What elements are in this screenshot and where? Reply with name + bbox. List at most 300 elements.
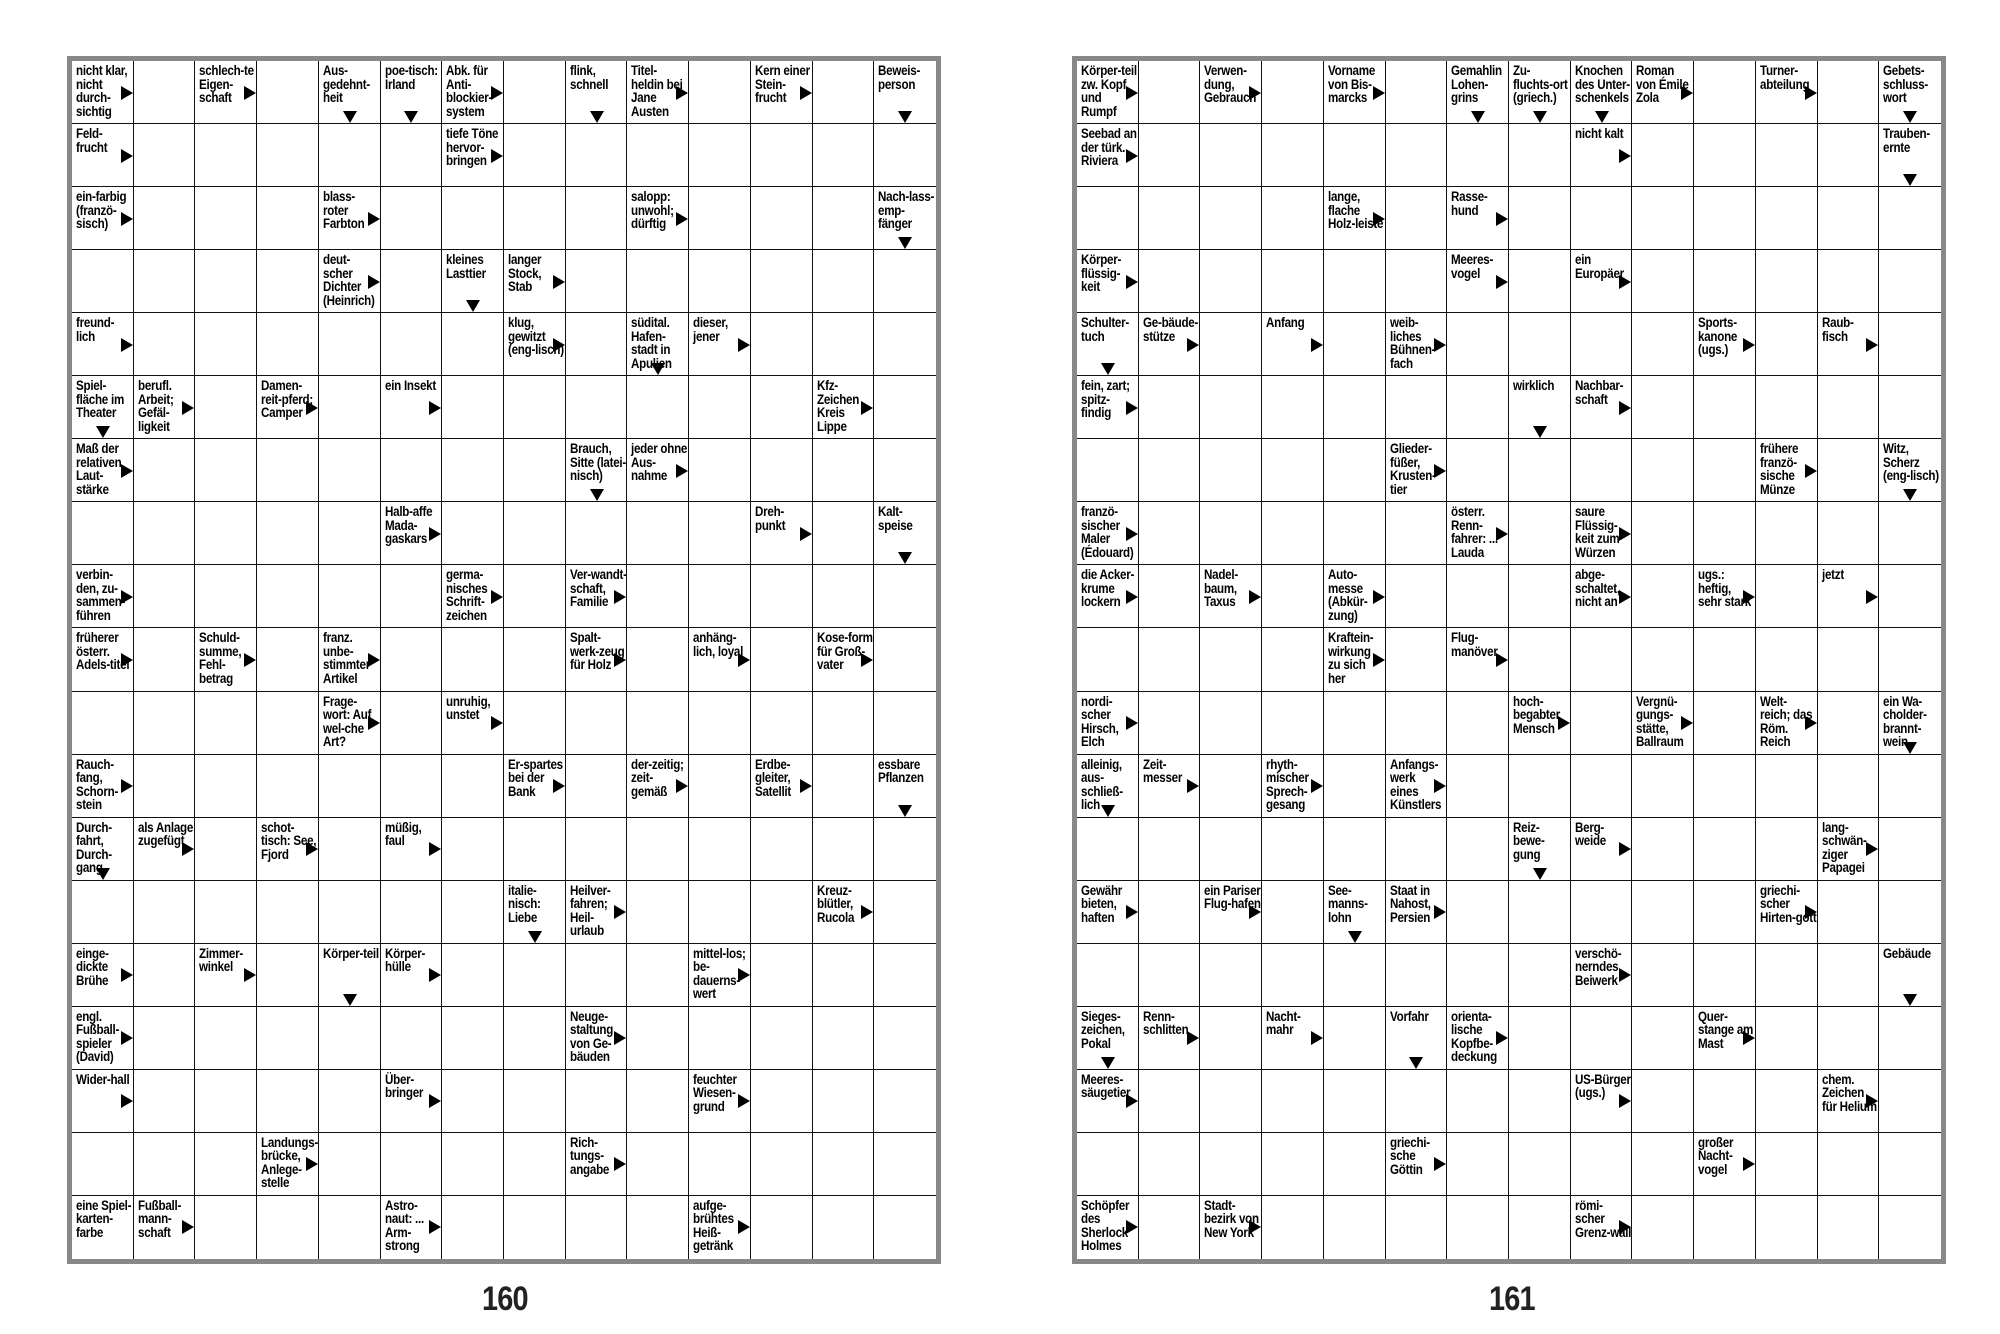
answer-cell[interactable] — [1571, 628, 1633, 691]
answer-cell[interactable] — [1262, 376, 1324, 439]
answer-cell[interactable] — [1879, 376, 1941, 439]
answer-cell[interactable] — [442, 1007, 504, 1070]
answer-cell[interactable] — [195, 565, 257, 628]
answer-cell[interactable] — [1879, 313, 1941, 376]
answer-cell[interactable] — [1200, 944, 1262, 1007]
answer-cell[interactable] — [134, 124, 196, 187]
answer-cell[interactable] — [1447, 1133, 1509, 1196]
answer-cell[interactable] — [504, 818, 566, 881]
answer-cell[interactable] — [1818, 692, 1880, 755]
answer-cell[interactable] — [442, 944, 504, 1007]
answer-cell[interactable] — [1756, 250, 1818, 313]
answer-cell[interactable] — [1386, 187, 1448, 250]
answer-cell[interactable] — [689, 1133, 751, 1196]
answer-cell[interactable] — [319, 1196, 381, 1259]
answer-cell[interactable] — [1632, 755, 1694, 818]
answer-cell[interactable] — [1694, 250, 1756, 313]
answer-cell[interactable] — [566, 376, 628, 439]
answer-cell[interactable] — [627, 818, 689, 881]
answer-cell[interactable] — [689, 755, 751, 818]
answer-cell[interactable] — [381, 755, 443, 818]
answer-cell[interactable] — [1571, 881, 1633, 944]
answer-cell[interactable] — [1509, 628, 1571, 691]
answer-cell[interactable] — [1756, 755, 1818, 818]
answer-cell[interactable] — [442, 1196, 504, 1259]
answer-cell[interactable] — [1756, 944, 1818, 1007]
answer-cell[interactable] — [1262, 250, 1324, 313]
answer-cell[interactable] — [134, 565, 196, 628]
answer-cell[interactable] — [504, 502, 566, 565]
answer-cell[interactable] — [1509, 187, 1571, 250]
answer-cell[interactable] — [627, 1196, 689, 1259]
answer-cell[interactable] — [1200, 755, 1262, 818]
answer-cell[interactable] — [566, 1196, 628, 1259]
answer-cell[interactable] — [257, 250, 319, 313]
answer-cell[interactable] — [813, 1007, 875, 1070]
answer-cell[interactable] — [134, 944, 196, 1007]
answer-cell[interactable] — [751, 818, 813, 881]
answer-cell[interactable] — [1694, 124, 1756, 187]
answer-cell[interactable] — [381, 439, 443, 502]
answer-cell[interactable] — [1139, 628, 1201, 691]
answer-cell[interactable] — [1447, 881, 1509, 944]
answer-cell[interactable] — [319, 439, 381, 502]
answer-cell[interactable] — [195, 1196, 257, 1259]
answer-cell[interactable] — [751, 1070, 813, 1133]
answer-cell[interactable] — [1818, 628, 1880, 691]
answer-cell[interactable] — [1262, 881, 1324, 944]
answer-cell[interactable] — [1879, 628, 1941, 691]
answer-cell[interactable] — [751, 1133, 813, 1196]
answer-cell[interactable] — [1879, 1070, 1941, 1133]
answer-cell[interactable] — [813, 944, 875, 1007]
answer-cell[interactable] — [1632, 439, 1694, 502]
answer-cell[interactable] — [1324, 250, 1386, 313]
answer-cell[interactable] — [813, 1196, 875, 1259]
answer-cell[interactable] — [751, 944, 813, 1007]
answer-cell[interactable] — [1139, 250, 1201, 313]
answer-cell[interactable] — [1756, 1007, 1818, 1070]
answer-cell[interactable] — [874, 1196, 936, 1259]
answer-cell[interactable] — [566, 124, 628, 187]
answer-cell[interactable] — [751, 565, 813, 628]
answer-cell[interactable] — [1262, 124, 1324, 187]
answer-cell[interactable] — [381, 313, 443, 376]
answer-cell[interactable] — [1694, 187, 1756, 250]
answer-cell[interactable] — [1879, 565, 1941, 628]
answer-cell[interactable] — [689, 881, 751, 944]
answer-cell[interactable] — [134, 61, 196, 124]
answer-cell[interactable] — [1200, 250, 1262, 313]
answer-cell[interactable] — [874, 628, 936, 691]
answer-cell[interactable] — [1262, 61, 1324, 124]
answer-cell[interactable] — [1818, 755, 1880, 818]
answer-cell[interactable] — [257, 881, 319, 944]
answer-cell[interactable] — [195, 692, 257, 755]
answer-cell[interactable] — [1632, 124, 1694, 187]
answer-cell[interactable] — [813, 692, 875, 755]
answer-cell[interactable] — [627, 628, 689, 691]
answer-cell[interactable] — [1879, 1133, 1941, 1196]
answer-cell[interactable] — [1694, 881, 1756, 944]
answer-cell[interactable] — [1139, 1133, 1201, 1196]
answer-cell[interactable] — [1818, 187, 1880, 250]
answer-cell[interactable] — [195, 187, 257, 250]
answer-cell[interactable] — [813, 313, 875, 376]
answer-cell[interactable] — [566, 502, 628, 565]
answer-cell[interactable] — [319, 502, 381, 565]
answer-cell[interactable] — [1386, 628, 1448, 691]
answer-cell[interactable] — [1632, 502, 1694, 565]
answer-cell[interactable] — [1386, 124, 1448, 187]
answer-cell[interactable] — [1324, 376, 1386, 439]
answer-cell[interactable] — [442, 439, 504, 502]
answer-cell[interactable] — [1879, 187, 1941, 250]
answer-cell[interactable] — [1632, 565, 1694, 628]
answer-cell[interactable] — [442, 628, 504, 691]
answer-cell[interactable] — [813, 755, 875, 818]
answer-cell[interactable] — [1447, 755, 1509, 818]
answer-cell[interactable] — [442, 313, 504, 376]
answer-cell[interactable] — [1324, 818, 1386, 881]
answer-cell[interactable] — [1509, 1007, 1571, 1070]
answer-cell[interactable] — [1632, 1133, 1694, 1196]
answer-cell[interactable] — [72, 250, 134, 313]
answer-cell[interactable] — [134, 502, 196, 565]
answer-cell[interactable] — [1694, 1070, 1756, 1133]
answer-cell[interactable] — [195, 1133, 257, 1196]
answer-cell[interactable] — [566, 187, 628, 250]
answer-cell[interactable] — [1509, 439, 1571, 502]
answer-cell[interactable] — [1447, 313, 1509, 376]
answer-cell[interactable] — [1386, 502, 1448, 565]
answer-cell[interactable] — [319, 1070, 381, 1133]
answer-cell[interactable] — [566, 818, 628, 881]
answer-cell[interactable] — [1447, 565, 1509, 628]
answer-cell[interactable] — [1694, 692, 1756, 755]
answer-cell[interactable] — [1879, 1007, 1941, 1070]
answer-cell[interactable] — [1262, 692, 1324, 755]
answer-cell[interactable] — [1509, 124, 1571, 187]
answer-cell[interactable] — [381, 565, 443, 628]
answer-cell[interactable] — [1386, 692, 1448, 755]
answer-cell[interactable] — [689, 376, 751, 439]
answer-cell[interactable] — [1818, 250, 1880, 313]
answer-cell[interactable] — [1139, 944, 1201, 1007]
answer-cell[interactable] — [1386, 1070, 1448, 1133]
answer-cell[interactable] — [319, 881, 381, 944]
answer-cell[interactable] — [195, 439, 257, 502]
answer-cell[interactable] — [1262, 818, 1324, 881]
answer-cell[interactable] — [689, 187, 751, 250]
answer-cell[interactable] — [1077, 187, 1139, 250]
answer-cell[interactable] — [566, 1070, 628, 1133]
answer-cell[interactable] — [1756, 1196, 1818, 1259]
answer-cell[interactable] — [319, 1007, 381, 1070]
answer-cell[interactable] — [1818, 1133, 1880, 1196]
answer-cell[interactable] — [1139, 881, 1201, 944]
answer-cell[interactable] — [874, 1007, 936, 1070]
answer-cell[interactable] — [1200, 124, 1262, 187]
answer-cell[interactable] — [1756, 1070, 1818, 1133]
answer-cell[interactable] — [257, 1196, 319, 1259]
answer-cell[interactable] — [1139, 376, 1201, 439]
answer-cell[interactable] — [1139, 818, 1201, 881]
answer-cell[interactable] — [442, 818, 504, 881]
answer-cell[interactable] — [1200, 1133, 1262, 1196]
answer-cell[interactable] — [1694, 439, 1756, 502]
answer-cell[interactable] — [1632, 313, 1694, 376]
answer-cell[interactable] — [257, 628, 319, 691]
answer-cell[interactable] — [1200, 502, 1262, 565]
answer-cell[interactable] — [504, 944, 566, 1007]
answer-cell[interactable] — [1139, 61, 1201, 124]
answer-cell[interactable] — [381, 881, 443, 944]
answer-cell[interactable] — [1571, 313, 1633, 376]
answer-cell[interactable] — [566, 313, 628, 376]
answer-cell[interactable] — [504, 124, 566, 187]
answer-cell[interactable] — [504, 628, 566, 691]
answer-cell[interactable] — [1694, 1196, 1756, 1259]
answer-cell[interactable] — [1447, 692, 1509, 755]
answer-cell[interactable] — [1818, 502, 1880, 565]
answer-cell[interactable] — [319, 124, 381, 187]
answer-cell[interactable] — [195, 1007, 257, 1070]
answer-cell[interactable] — [134, 1133, 196, 1196]
answer-cell[interactable] — [1694, 376, 1756, 439]
answer-cell[interactable] — [1818, 124, 1880, 187]
answer-cell[interactable] — [813, 61, 875, 124]
answer-cell[interactable] — [1818, 376, 1880, 439]
answer-cell[interactable] — [813, 439, 875, 502]
answer-cell[interactable] — [1632, 1196, 1694, 1259]
answer-cell[interactable] — [257, 1007, 319, 1070]
answer-cell[interactable] — [751, 250, 813, 313]
answer-cell[interactable] — [813, 565, 875, 628]
answer-cell[interactable] — [1324, 439, 1386, 502]
answer-cell[interactable] — [1324, 313, 1386, 376]
answer-cell[interactable] — [257, 124, 319, 187]
answer-cell[interactable] — [1632, 250, 1694, 313]
answer-cell[interactable] — [689, 124, 751, 187]
answer-cell[interactable] — [72, 881, 134, 944]
answer-cell[interactable] — [381, 187, 443, 250]
answer-cell[interactable] — [627, 1007, 689, 1070]
answer-cell[interactable] — [813, 250, 875, 313]
answer-cell[interactable] — [1200, 818, 1262, 881]
answer-cell[interactable] — [1200, 439, 1262, 502]
answer-cell[interactable] — [1509, 944, 1571, 1007]
answer-cell[interactable] — [813, 124, 875, 187]
answer-cell[interactable] — [1818, 1196, 1880, 1259]
answer-cell[interactable] — [1632, 944, 1694, 1007]
answer-cell[interactable] — [1756, 628, 1818, 691]
answer-cell[interactable] — [1386, 1196, 1448, 1259]
answer-cell[interactable] — [1077, 439, 1139, 502]
answer-cell[interactable] — [1879, 755, 1941, 818]
answer-cell[interactable] — [751, 1007, 813, 1070]
answer-cell[interactable] — [874, 124, 936, 187]
answer-cell[interactable] — [1447, 1070, 1509, 1133]
answer-cell[interactable] — [751, 313, 813, 376]
answer-cell[interactable] — [874, 313, 936, 376]
answer-cell[interactable] — [1447, 1196, 1509, 1259]
answer-cell[interactable] — [627, 944, 689, 1007]
answer-cell[interactable] — [1756, 187, 1818, 250]
answer-cell[interactable] — [1571, 439, 1633, 502]
answer-cell[interactable] — [1879, 881, 1941, 944]
answer-cell[interactable] — [627, 1070, 689, 1133]
answer-cell[interactable] — [134, 187, 196, 250]
answer-cell[interactable] — [689, 250, 751, 313]
answer-cell[interactable] — [134, 881, 196, 944]
answer-cell[interactable] — [1756, 502, 1818, 565]
answer-cell[interactable] — [1262, 628, 1324, 691]
answer-cell[interactable] — [1756, 124, 1818, 187]
answer-cell[interactable] — [257, 565, 319, 628]
answer-cell[interactable] — [1324, 1007, 1386, 1070]
answer-cell[interactable] — [1571, 1007, 1633, 1070]
answer-cell[interactable] — [1324, 1133, 1386, 1196]
answer-cell[interactable] — [72, 502, 134, 565]
answer-cell[interactable] — [1447, 124, 1509, 187]
answer-cell[interactable] — [195, 755, 257, 818]
answer-cell[interactable] — [195, 502, 257, 565]
answer-cell[interactable] — [504, 692, 566, 755]
answer-cell[interactable] — [1509, 313, 1571, 376]
answer-cell[interactable] — [195, 1070, 257, 1133]
answer-cell[interactable] — [1324, 755, 1386, 818]
answer-cell[interactable] — [1324, 944, 1386, 1007]
answer-cell[interactable] — [689, 818, 751, 881]
answer-cell[interactable] — [1139, 187, 1201, 250]
answer-cell[interactable] — [627, 502, 689, 565]
answer-cell[interactable] — [874, 1070, 936, 1133]
answer-cell[interactable] — [627, 124, 689, 187]
answer-cell[interactable] — [689, 439, 751, 502]
answer-cell[interactable] — [504, 439, 566, 502]
answer-cell[interactable] — [689, 1007, 751, 1070]
answer-cell[interactable] — [134, 439, 196, 502]
answer-cell[interactable] — [1262, 565, 1324, 628]
answer-cell[interactable] — [751, 881, 813, 944]
answer-cell[interactable] — [1632, 1007, 1694, 1070]
answer-cell[interactable] — [1139, 502, 1201, 565]
answer-cell[interactable] — [1818, 1007, 1880, 1070]
answer-cell[interactable] — [689, 565, 751, 628]
answer-cell[interactable] — [134, 692, 196, 755]
answer-cell[interactable] — [751, 1196, 813, 1259]
answer-cell[interactable] — [257, 1070, 319, 1133]
answer-cell[interactable] — [1694, 818, 1756, 881]
answer-cell[interactable] — [257, 692, 319, 755]
answer-cell[interactable] — [1200, 628, 1262, 691]
answer-cell[interactable] — [257, 439, 319, 502]
answer-cell[interactable] — [566, 755, 628, 818]
answer-cell[interactable] — [195, 124, 257, 187]
answer-cell[interactable] — [1509, 881, 1571, 944]
answer-cell[interactable] — [813, 187, 875, 250]
answer-cell[interactable] — [689, 61, 751, 124]
answer-cell[interactable] — [1262, 1133, 1324, 1196]
answer-cell[interactable] — [1447, 376, 1509, 439]
answer-cell[interactable] — [751, 439, 813, 502]
answer-cell[interactable] — [1632, 187, 1694, 250]
answer-cell[interactable] — [257, 944, 319, 1007]
answer-cell[interactable] — [1694, 61, 1756, 124]
answer-cell[interactable] — [627, 692, 689, 755]
answer-cell[interactable] — [874, 881, 936, 944]
answer-cell[interactable] — [689, 502, 751, 565]
answer-cell[interactable] — [1386, 61, 1448, 124]
answer-cell[interactable] — [1200, 376, 1262, 439]
answer-cell[interactable] — [1200, 692, 1262, 755]
answer-cell[interactable] — [1756, 376, 1818, 439]
answer-cell[interactable] — [874, 376, 936, 439]
answer-cell[interactable] — [1139, 439, 1201, 502]
answer-cell[interactable] — [319, 565, 381, 628]
answer-cell[interactable] — [1447, 818, 1509, 881]
answer-cell[interactable] — [1818, 439, 1880, 502]
answer-cell[interactable] — [1694, 944, 1756, 1007]
answer-cell[interactable] — [1509, 755, 1571, 818]
answer-cell[interactable] — [1509, 1196, 1571, 1259]
answer-cell[interactable] — [1818, 881, 1880, 944]
answer-cell[interactable] — [627, 250, 689, 313]
answer-cell[interactable] — [1077, 628, 1139, 691]
answer-cell[interactable] — [1509, 502, 1571, 565]
answer-cell[interactable] — [1139, 565, 1201, 628]
answer-cell[interactable] — [319, 755, 381, 818]
answer-cell[interactable] — [1694, 628, 1756, 691]
answer-cell[interactable] — [442, 502, 504, 565]
answer-cell[interactable] — [1756, 565, 1818, 628]
answer-cell[interactable] — [1818, 61, 1880, 124]
answer-cell[interactable] — [1571, 187, 1633, 250]
answer-cell[interactable] — [874, 250, 936, 313]
answer-cell[interactable] — [504, 565, 566, 628]
answer-cell[interactable] — [1571, 1133, 1633, 1196]
answer-cell[interactable] — [1509, 565, 1571, 628]
answer-cell[interactable] — [134, 755, 196, 818]
answer-cell[interactable] — [134, 628, 196, 691]
answer-cell[interactable] — [442, 1070, 504, 1133]
answer-cell[interactable] — [1324, 502, 1386, 565]
answer-cell[interactable] — [1324, 692, 1386, 755]
answer-cell[interactable] — [566, 944, 628, 1007]
answer-cell[interactable] — [442, 187, 504, 250]
answer-cell[interactable] — [1386, 250, 1448, 313]
answer-cell[interactable] — [381, 692, 443, 755]
answer-cell[interactable] — [1756, 1133, 1818, 1196]
answer-cell[interactable] — [874, 692, 936, 755]
answer-cell[interactable] — [1509, 1133, 1571, 1196]
answer-cell[interactable] — [751, 628, 813, 691]
answer-cell[interactable] — [1139, 1070, 1201, 1133]
answer-cell[interactable] — [504, 376, 566, 439]
answer-cell[interactable] — [134, 250, 196, 313]
answer-cell[interactable] — [1262, 944, 1324, 1007]
answer-cell[interactable] — [504, 1070, 566, 1133]
answer-cell[interactable] — [1262, 439, 1324, 502]
answer-cell[interactable] — [751, 124, 813, 187]
answer-cell[interactable] — [1509, 1070, 1571, 1133]
answer-cell[interactable] — [1879, 502, 1941, 565]
answer-cell[interactable] — [1200, 187, 1262, 250]
answer-cell[interactable] — [566, 692, 628, 755]
answer-cell[interactable] — [1200, 1007, 1262, 1070]
answer-cell[interactable] — [72, 1133, 134, 1196]
